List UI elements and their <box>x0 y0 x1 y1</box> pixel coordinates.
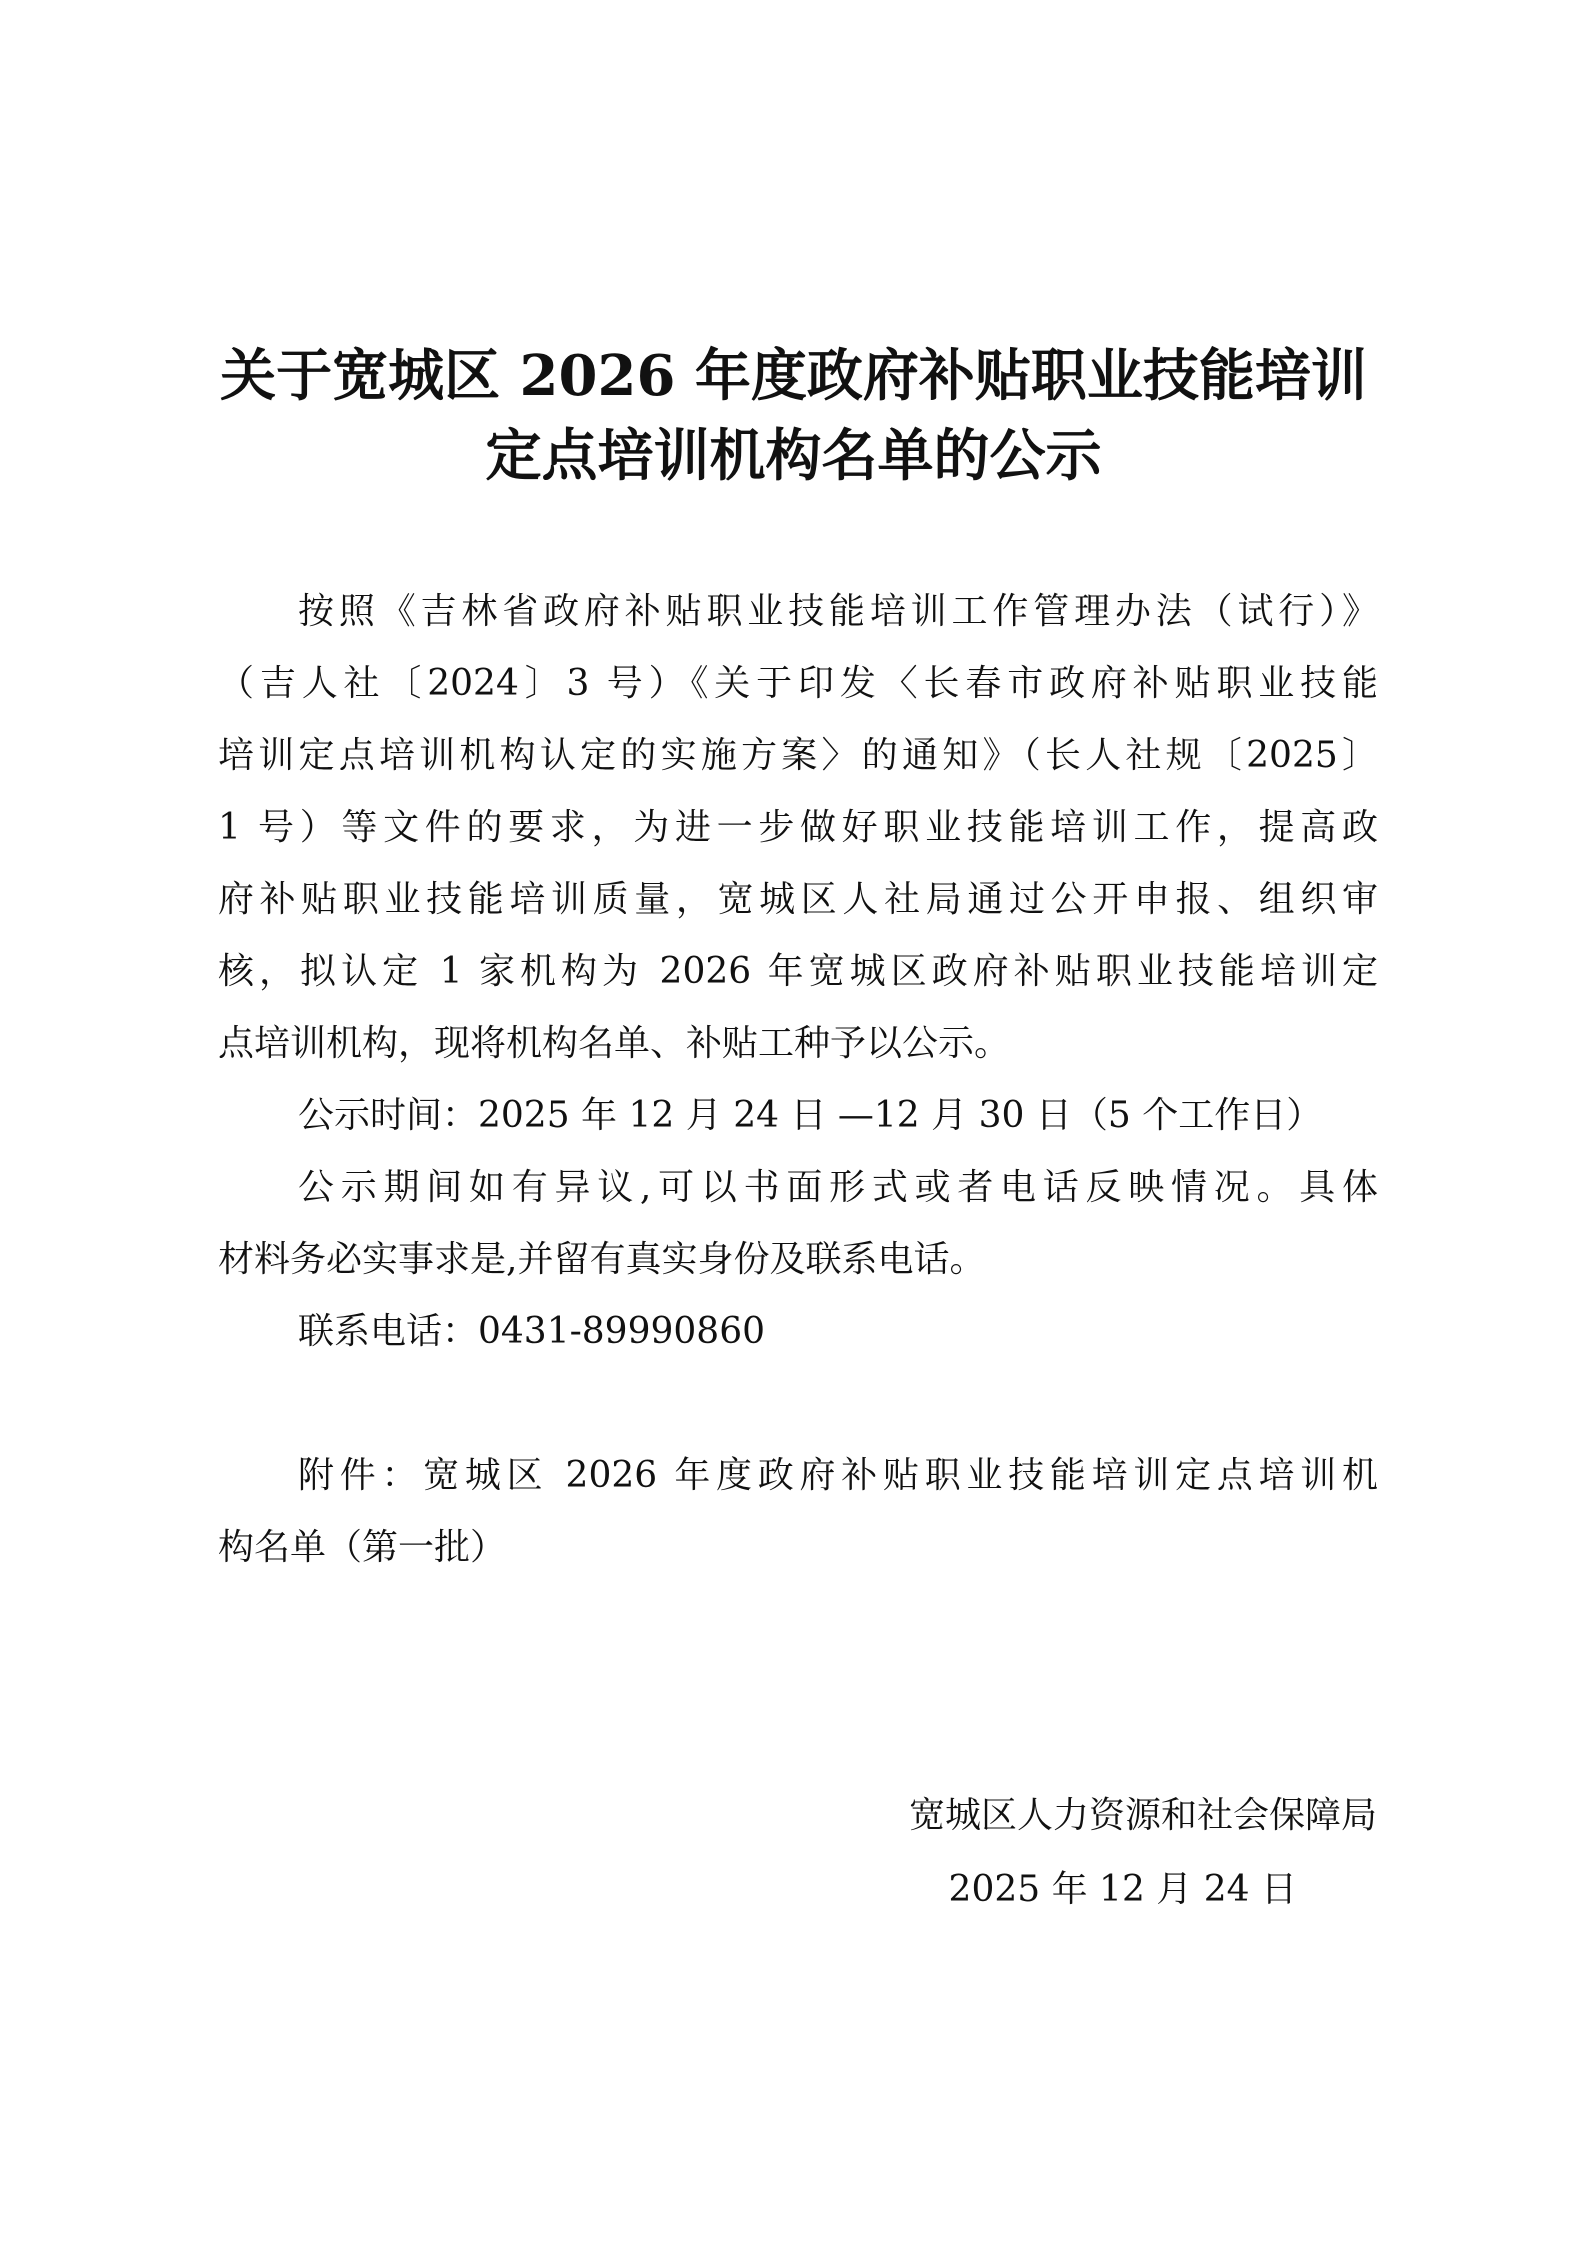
publicity-period: 公示时间：2025 年 12 月 24 日 —12 月 30 日（5 个工作日） <box>298 1095 1323 1136</box>
body-paragraph-1-line-4: 1 号）等文件的要求，为进一步做好职业技能培训工作，提高政 <box>218 807 1378 848</box>
objection-line-2: 材料务必实事求是,并留有真实身份及联系电话。 <box>218 1239 986 1280</box>
signature-organization: 宽城区人力资源和社会保障局 <box>908 1795 1377 1836</box>
body-paragraph-1-line-7: 点培训机构，现将机构名单、补贴工种予以公示。 <box>218 1023 1011 1064</box>
document-title-line-2: 定点培训机构名单的公示 <box>485 423 1102 489</box>
attachment-line-2: 构名单（第一批） <box>218 1527 507 1568</box>
body-paragraph-1-line-2: （吉人社〔2024〕3 号）《关于印发〈长春市政府补贴职业技能 <box>218 663 1378 704</box>
body-paragraph-1-line-1: 按照《吉林省政府补贴职业技能培训工作管理办法（试行）》 <box>298 591 1378 632</box>
objection-line-1: 公示期间如有异议,可以书面形式或者电话反映情况。具体 <box>298 1167 1378 1208</box>
signature-date: 2025 年 12 月 24 日 <box>948 1869 1297 1910</box>
contact-phone: 联系电话：0431-89990860 <box>298 1311 766 1352</box>
body-paragraph-1-line-3: 培训定点培训机构认定的实施方案〉的通知》（长人社规〔2025〕 <box>218 735 1378 776</box>
body-paragraph-1-line-6: 核，拟认定 1 家机构为 2026 年宽城区政府补贴职业技能培训定 <box>218 951 1378 992</box>
attachment-line-1: 附件：宽城区 2026 年度政府补贴职业技能培训定点培训机 <box>298 1455 1378 1496</box>
body-paragraph-1-line-5: 府补贴职业技能培训质量，宽城区人社局通过公开申报、组织审 <box>218 879 1378 920</box>
document-title-line-1: 关于宽城区 2026 年度政府补贴职业技能培训 <box>220 343 1367 409</box>
